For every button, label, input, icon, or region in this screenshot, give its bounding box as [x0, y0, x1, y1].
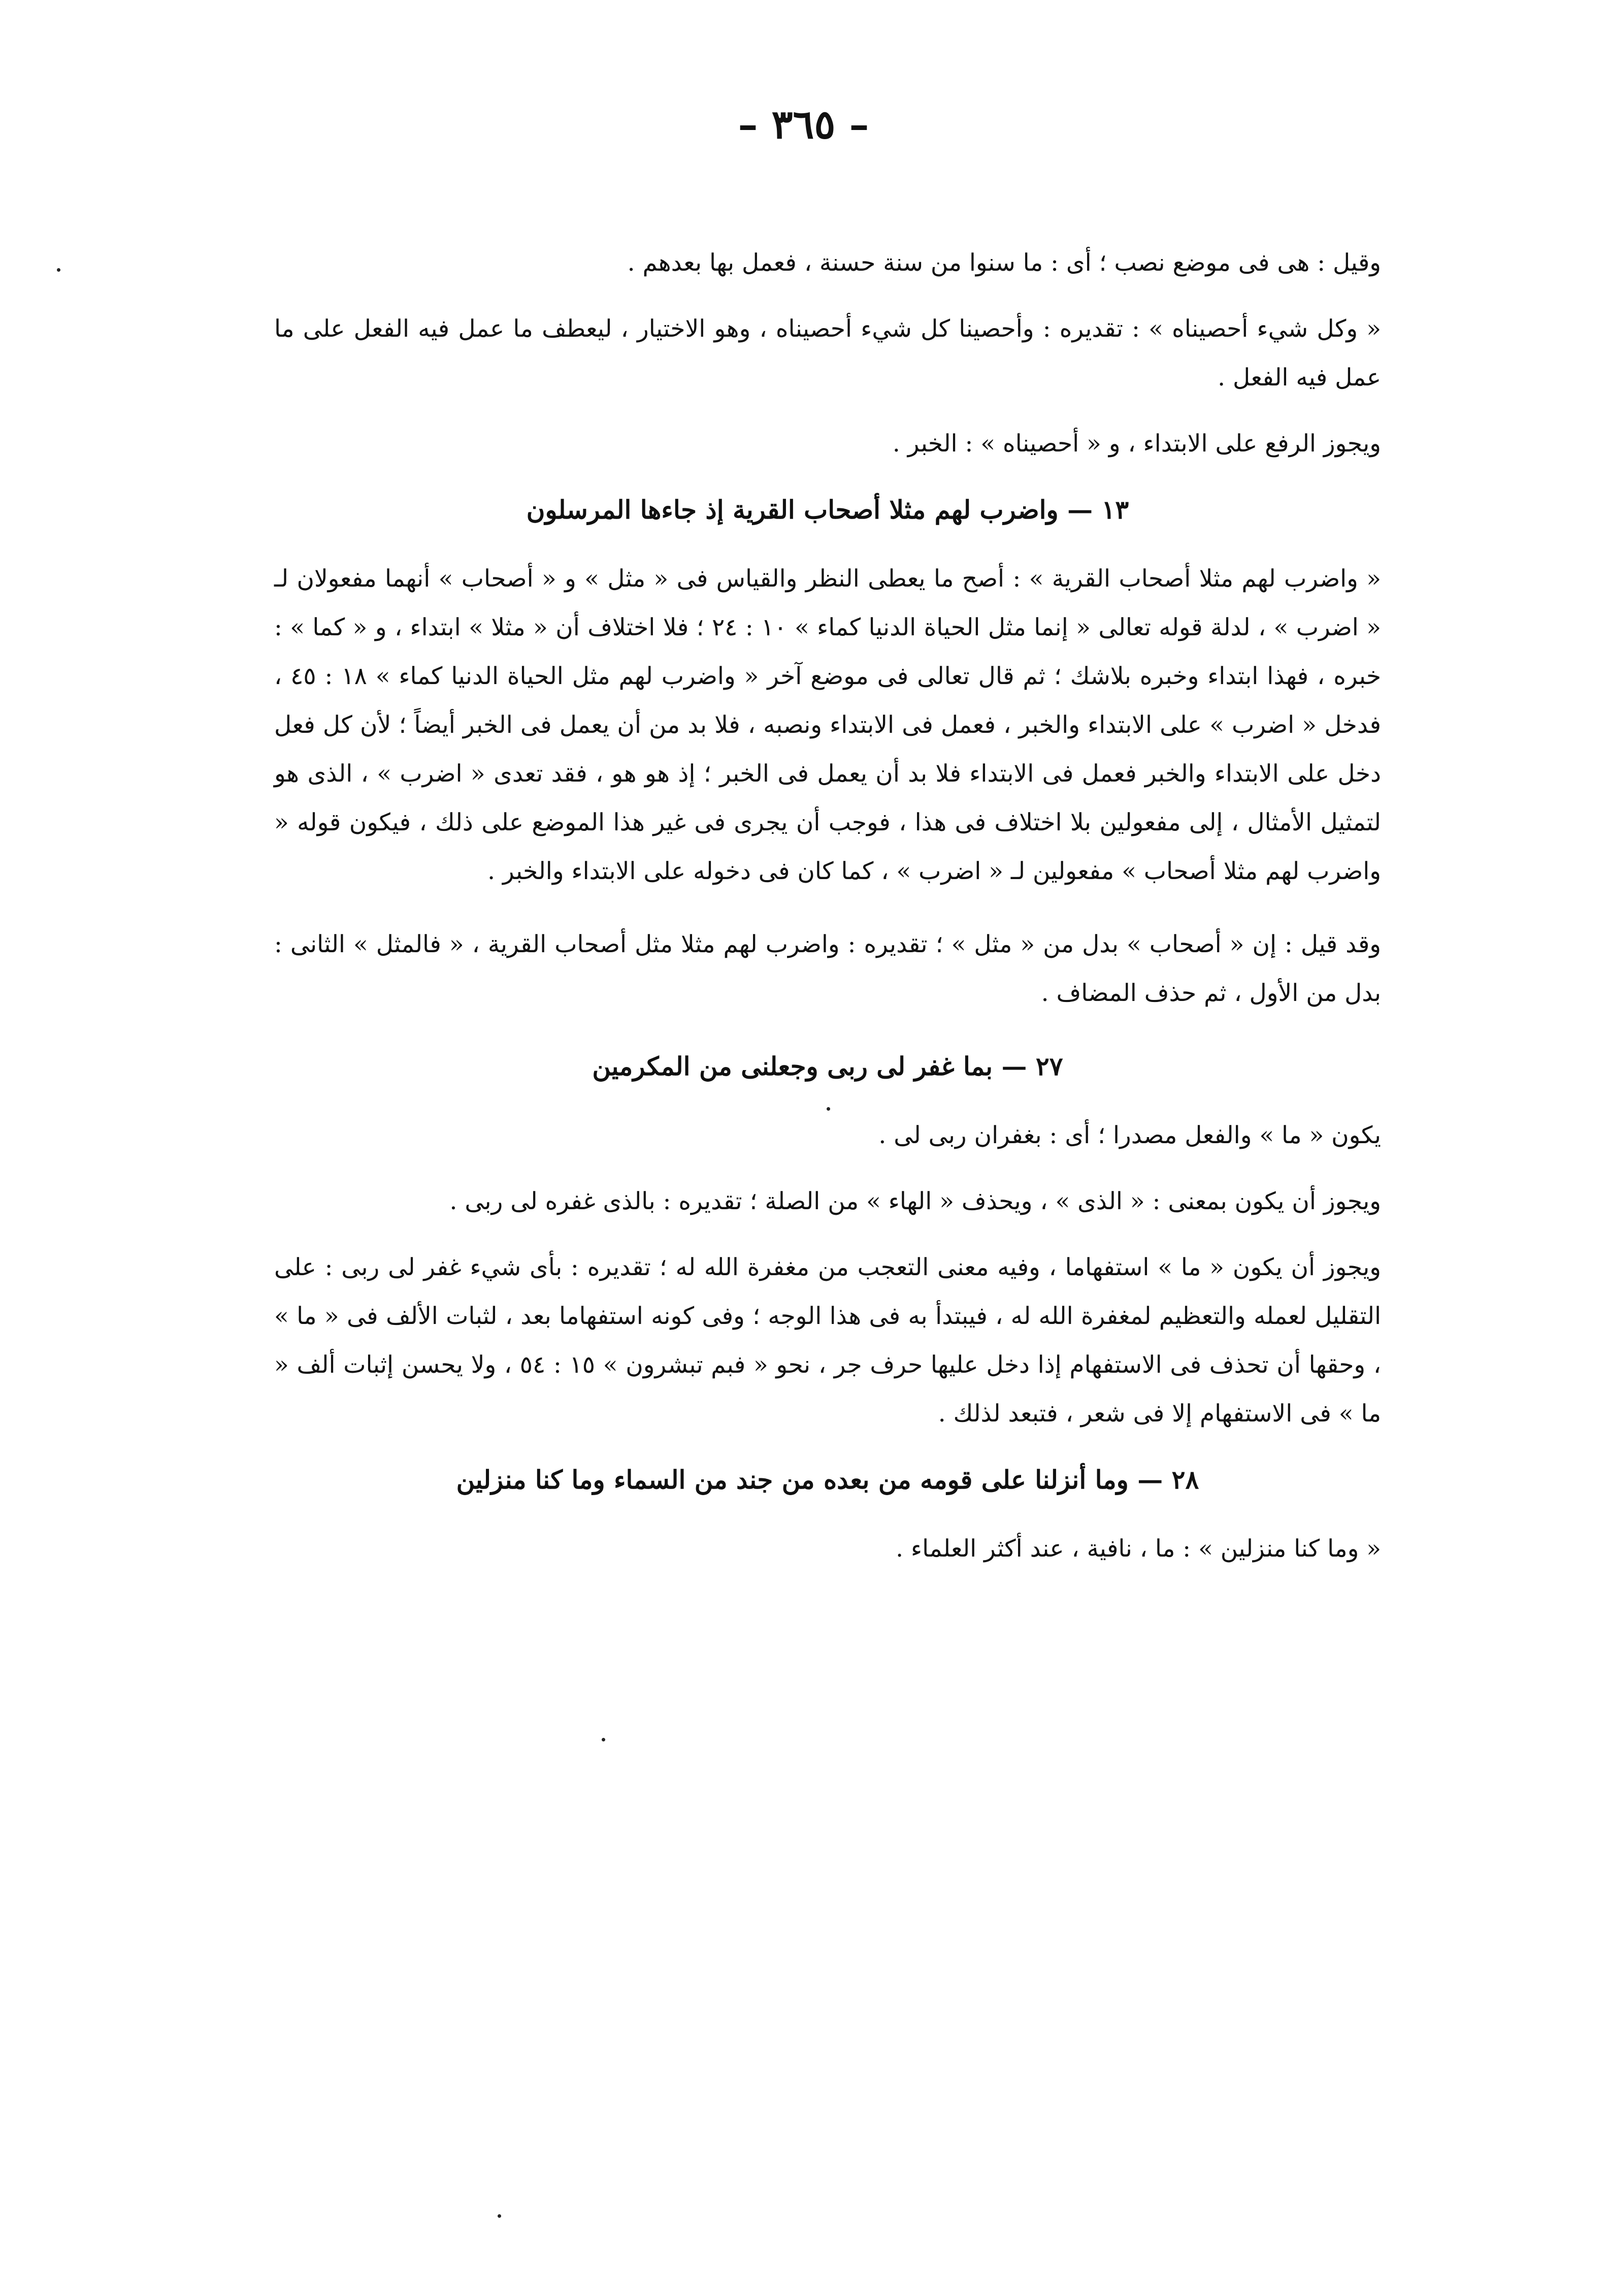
paragraph: ويجوز أن يكون « ما » استفهاما ، وفيه معنى التعجب من مغفرة الله له ؛ تقديره : بأى شيء غفر لى ربى : على التقليل لعمله والتعظيم لمغفرة الله له ، فيبتدأ به فى هذا الوجه ؛ وفى كونه استفهاما بعد ، لثبات الألف فى « ما » ، وحقها أن تحذف فى الاستفهام إذا دخل عليها حرف جر ، نحو « فبم تبشرون » ١٥ : ٥٤ ، ولا يحسن إثبات ألف « ما » فى الاستفهام إلا فى شعر ، فتبعد لذلك . [274, 1253, 1381, 1428]
scan-speck [57, 268, 60, 272]
scan-speck [498, 2214, 501, 2218]
paragraph: يكون « ما » والفعل مصدرا ؛ أى : بغفران ربى لى . [878, 1121, 1381, 1149]
paragraph: « وكل شيء أحصيناه » : تقديره : وأحصينا كل شيء أحصيناه ، وهو الاختيار ، ليعطف ما عمل فيه الفعل على ما عمل فيه الفعل . [274, 315, 1381, 392]
paragraph: « وما كنا منزلين » : ما ، نافية ، عند أكثر العلماء . [896, 1535, 1381, 1563]
verse-heading: ٢٨ — وما أنزلنا على قومه من بعده من جند من السماء وما كنا منزلين [456, 1465, 1199, 1495]
scan-speck [827, 1107, 830, 1111]
verse-heading: ١٣ — واضرب لهم مثلا أصحاب القرية إذ جاءها المرسلون [526, 495, 1129, 525]
paragraph: وقد قيل : إن « أصحاب » بدل من « مثل » ؛ تقديره : واضرب لهم مثلا مثل أصحاب القرية ، « فالمثل » الثانى : بدل من الأول ، ثم حذف المضاف . [274, 930, 1381, 1007]
page-number: – ٣٦٥ – [738, 102, 869, 148]
paragraph: ويجوز الرفع على الابتداء ، و « أحصيناه » : الخبر . [892, 430, 1381, 458]
paragraph: وقيل : هى فى موضع نصب ؛ أى : ما سنوا من سنة حسنة ، فعمل بها بعدهم . [627, 249, 1381, 277]
paragraph: « واضرب لهم مثلا أصحاب القرية » : أصح ما يعطى النظر والقياس فى « مثل » و « أصحاب » أنهما مفعولان لـ « اضرب » ، لدلة قوله تعالى « إنما مثل الحياة الدنيا كماء » ١٠ : ٢٤ ؛ فلا اختلاف أن « مثلا » ابتداء ، و « كما » : خبره ، فهذا ابتداء وخبره بلاشك ؛ ثم قال تعالى فى موضع آخر « واضرب لهم مثل الحياة الدنيا كماء » ١٨ : ٤٥ ، فدخل « اضرب » على الابتداء والخبر ، فعمل فى الابتداء ونصبه ، فلا بد من أن يعمل فى الخبر أيضاً ؛ لأن كل فعل دخل على الابتداء والخبر فعمل فى الابتداء فلا بد أن يعمل فى الخبر ؛ إذ هو هو ، فقد تعدى « اضرب » ، الذى هو لتمثيل الأمثال ، إلى مفعولين بلا اختلاف فى هذا ، فوجب أن يجرى فى غير هذا الموضع على ذلك ، فيكون قوله « واضرب لهم مثلا أصحاب » مفعولين لـ « اضرب » ، كما كان فى دخوله على الابتداء والخبر . [274, 565, 1382, 885]
paragraph: ويجوز أن يكون بمعنى : « الذى » ، ويحذف « الهاء » من الصلة ؛ تقديره : بالذى غفره لى ربى . [449, 1187, 1381, 1215]
verse-heading: ٢٧ — بما غفر لى ربى وجعلنى من المكرمين [592, 1051, 1063, 1081]
scan-speck [602, 1738, 605, 1741]
page-body [274, 239, 1381, 1591]
